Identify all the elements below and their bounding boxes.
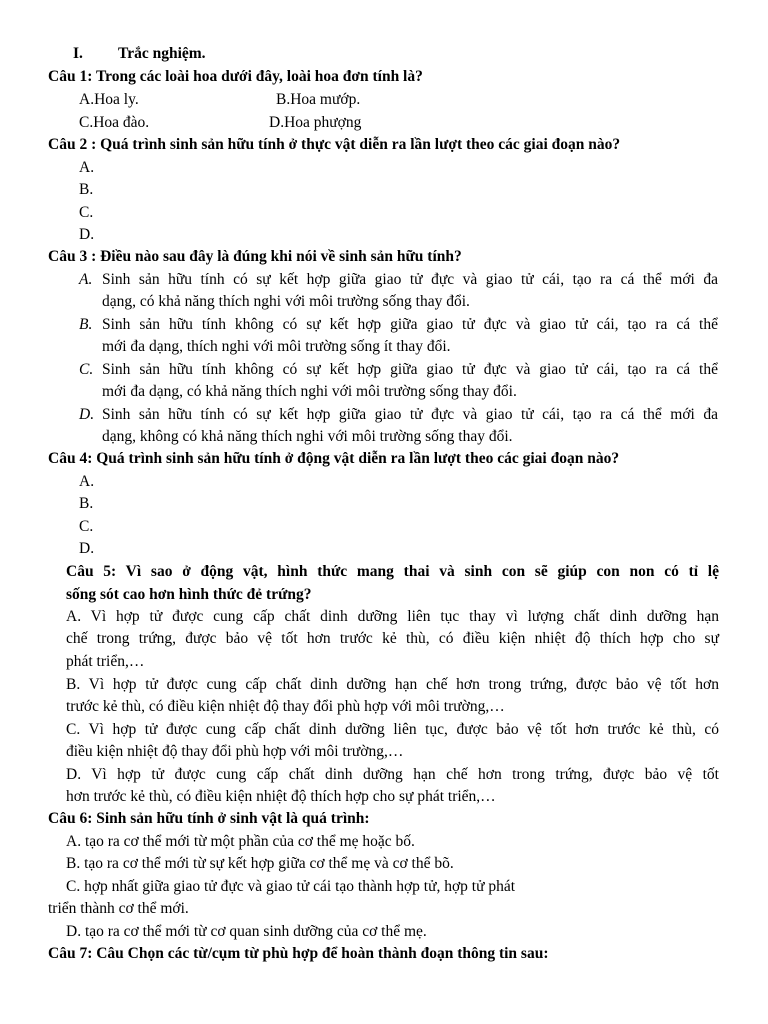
section-number: I. — [73, 45, 83, 62]
question-3-option-c-line-1: Sinh sản hữu tính không có sự kết hợp giữa giao tử đực và giao tử cái, tạo ra cá thể — [102, 361, 718, 378]
question-1-option-a: A.Hoa ly. — [79, 91, 139, 108]
question-3-option-b-line-2: mới đa dạng, thích nghi với môi trường sống ít thay đổi. — [102, 338, 451, 355]
question-6-option-a: A. tạo ra cơ thể mới từ một phần của cơ thể mẹ hoặc bố. — [66, 833, 415, 850]
question-3-title: Câu 3 : Điều nào sau đây là đúng khi nói về sinh sản hữu tính? — [48, 248, 462, 265]
question-4-title: Câu 4: Quá trình sinh sản hữu tính ở động vật diễn ra lần lượt theo các giai đoạn nào? — [48, 450, 620, 467]
question-5-option-b-line-1: B. Vì hợp tử được cung cấp chất dinh dưỡng hạn chế hơn trong trứng, được bảo vệ tốt hơn — [66, 676, 719, 693]
question-3-option-a-line-1: Sinh sản hữu tính có sự kết hợp giữa giao tử đực và giao tử cái, tạo ra cá thể mới đa — [102, 271, 718, 288]
question-2-title: Câu 2 : Quá trình sinh sản hữu tính ở thực vật diễn ra lần lượt theo các giai đoạn nào? — [48, 136, 621, 153]
question-6-option-c-line-1: C. hợp nhất giữa giao tử đực và giao tử cái tạo thành hợp tử, hợp tử phát — [66, 878, 516, 895]
question-3-option-c-line-2: mới đa dạng, có khả năng thích nghi với môi trường sống thay đổi. — [102, 383, 517, 400]
question-6-title: Câu 6: Sinh sản hữu tính ở sinh vật là quá trình: — [48, 810, 370, 827]
question-1-title: Câu 1: Trong các loài hoa dưới đây, loài hoa đơn tính là? — [48, 68, 423, 85]
question-1-option-d: D.Hoa phượng — [269, 114, 362, 131]
question-2-option-a: A. — [79, 159, 95, 176]
question-3-option-d-letter: D. — [79, 406, 95, 423]
question-3-option-d-line-2: dạng, không có khả năng thích nghi với môi trường sống thay đổi. — [102, 428, 513, 445]
question-2-option-b: B. — [79, 181, 94, 198]
question-6-option-c-line-2: triển thành cơ thể mới. — [48, 900, 189, 917]
question-5-title-line-1: Câu 5: Vì sao ở động vật, hình thức mang thai và sinh con sẽ giúp con non có tỉ lệ — [66, 563, 719, 580]
question-3-option-b-letter: B. — [79, 316, 93, 333]
question-5-option-a-line-1: A. Vì hợp tử được cung cấp chất dinh dưỡng liên tục thay vì lượng chất dinh dưỡng hạn — [66, 608, 719, 625]
question-2-option-c: C. — [79, 204, 94, 221]
question-6-option-b: B. tạo ra cơ thể mới từ sự kết hợp giữa cơ thể mẹ và cơ thể bõ. — [66, 855, 454, 872]
question-5-option-c-line-2: điều kiện nhiệt độ thay đổi phù hợp với môi trường,… — [66, 743, 404, 760]
question-5-option-c-line-1: C. Vì hợp tử được cung cấp chất dinh dưỡng liên tục, được bảo vệ tốt hơn trước kẻ thù, có — [66, 721, 719, 738]
question-3-option-a-line-2: dạng, có khả năng thích nghi với môi trường sống thay đổi. — [102, 293, 470, 310]
question-3-option-c-letter: C. — [79, 361, 94, 378]
question-7-title: Câu 7: Câu Chọn các từ/cụm từ phù hợp để hoàn thành đoạn thông tin sau: — [48, 945, 549, 962]
question-5-option-b-line-2: trước kẻ thù, có điều kiện nhiệt độ thay đổi phù hợp với môi trường,… — [66, 698, 505, 715]
question-1-option-c: C.Hoa đào. — [79, 114, 150, 131]
question-3-option-a-letter: A. — [79, 271, 93, 288]
question-5-option-a-line-3: phát triển,… — [66, 653, 145, 670]
question-5-option-a-line-2: chế trong trứng, được bảo vệ tốt hơn trước kẻ thù, có điều kiện nhiệt độ thích hợp cho sự — [66, 630, 719, 647]
section-title: Trắc nghiệm. — [118, 45, 206, 62]
question-3-option-d-line-1: Sinh sản hữu tính có sự kết hợp giữa giao tử đực và giao tử cái, tạo ra cá thể mới đa — [102, 406, 718, 423]
question-2-option-d: D. — [79, 226, 95, 243]
question-6-option-d: D. tạo ra cơ thể mới từ cơ quan sinh dưỡng của cơ thể mẹ. — [66, 923, 427, 940]
question-4-option-c: C. — [79, 518, 94, 535]
question-4-option-b: B. — [79, 495, 94, 512]
question-4-option-d: D. — [79, 540, 95, 557]
question-5-title-line-2: sống sót cao hơn hình thức đẻ trứng? — [66, 586, 312, 603]
question-1-option-b: B.Hoa mướp. — [276, 91, 361, 108]
question-5-option-d-line-2: hơn trước kẻ thù, có điều kiện nhiệt độ thích hợp cho sự phát triển,… — [66, 788, 496, 805]
question-3-option-b-line-1: Sinh sản hữu tính không có sự kết hợp giữa giao tử đực và giao tử cái, tạo ra cá thể — [102, 316, 718, 333]
question-5-option-d-line-1: D. Vì hợp tử được cung cấp chất dinh dưỡng hạn chế hơn trong trứng, được bảo vệ tốt — [66, 766, 719, 783]
question-4-option-a: A. — [79, 473, 95, 490]
